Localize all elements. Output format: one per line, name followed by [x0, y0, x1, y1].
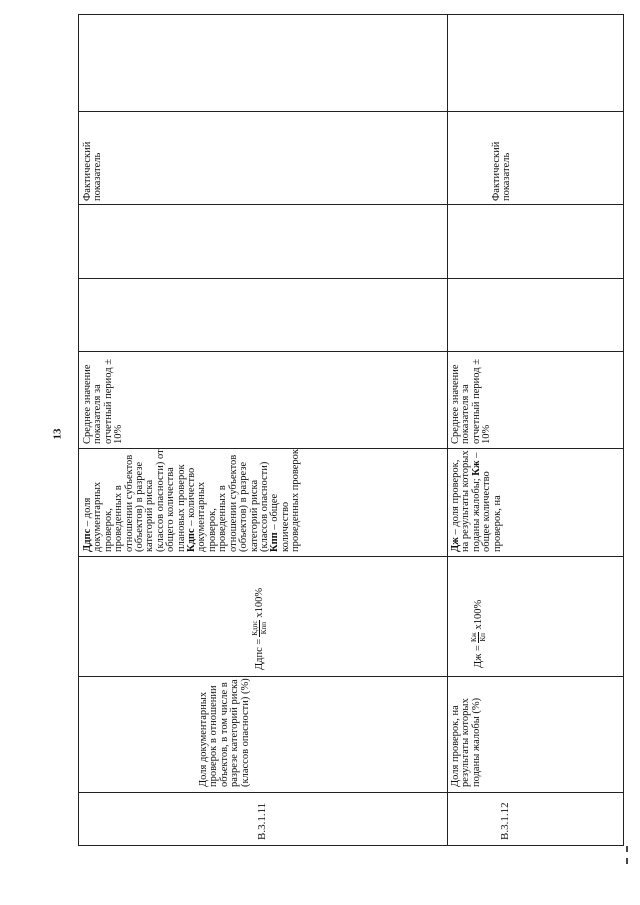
row-1-def-3-term: Кпп	[269, 532, 281, 552]
row-1-def-3-text: – общее количество проведенных проверок	[269, 449, 302, 552]
row-1-def-1-term: Ддпс	[82, 528, 93, 552]
row-1-formula-suffix: х100%	[254, 587, 265, 618]
row-2-actual: Фактический показатель	[491, 141, 513, 201]
row-2-def-1-text: – доля проверок, на результаты которых поданы жалобы;	[450, 450, 482, 552]
row-1-indicator: Доля документарных проверок в отношении объектов, в том числе в разрезе категорий риска (классов опасности) (%)	[198, 678, 251, 787]
row-2-def-1-term: Дж	[450, 537, 461, 552]
row-1-definitions	[83, 448, 302, 552]
row-2-def-2-text: – общее количество проверок, на	[470, 452, 503, 552]
row-1-actual: Фактический показатель	[82, 141, 104, 201]
row-1-formula-numerator: Кдпс	[251, 620, 259, 636]
row-2-indicator: Доля проверок, на результаты которых поданы жалобы (%)	[450, 697, 482, 787]
row-1-def-1-text: – доля документарных проверок, проведенных в отношении субъектов (объектов) в разрезе категорий риска (классов опасности) от общего количества плановых проверок	[82, 449, 187, 552]
row-2-formula-fraction	[470, 632, 487, 644]
row-2-def-2-term: Кж	[470, 460, 482, 476]
row-1-formula-fraction	[251, 620, 268, 637]
row-1	[79, 14, 447, 846]
row-1-target: Среднее значение показателя за отчетный период ± 10%	[82, 359, 125, 444]
row-2-code: В.3.1.12	[499, 802, 511, 840]
row-2-formula-lhs: Дж =	[473, 645, 484, 668]
row-1-def-2-term: Кдпс	[186, 528, 198, 552]
row-2-formula-numerator: Кж	[470, 632, 478, 643]
row-2	[448, 14, 623, 846]
row-1-formula-denominator: Кпп	[260, 622, 268, 635]
row-2-formula-suffix: х100%	[473, 599, 484, 630]
row-2-formula	[470, 600, 487, 668]
page-number	[50, 422, 64, 446]
row-1-def-2-text: – количество документарных проверок, проведенных в отношении субъектов (объектов) в разрезе категорий риска (классов опасности)	[186, 454, 270, 552]
row-2-target: Среднее значение показателя за отчетный период ± 10%	[450, 359, 493, 444]
row-2-definitions	[451, 448, 503, 552]
row-1-code: В.3.1.11	[256, 802, 268, 840]
scan-margin-mark	[626, 846, 628, 872]
rotated-table	[78, 14, 624, 846]
page-number-text: 13	[51, 428, 63, 440]
row-2-formula-denominator: Кп	[479, 633, 487, 642]
row-1-formula	[251, 588, 268, 670]
row-1-formula-lhs: Ддпс =	[254, 638, 265, 670]
